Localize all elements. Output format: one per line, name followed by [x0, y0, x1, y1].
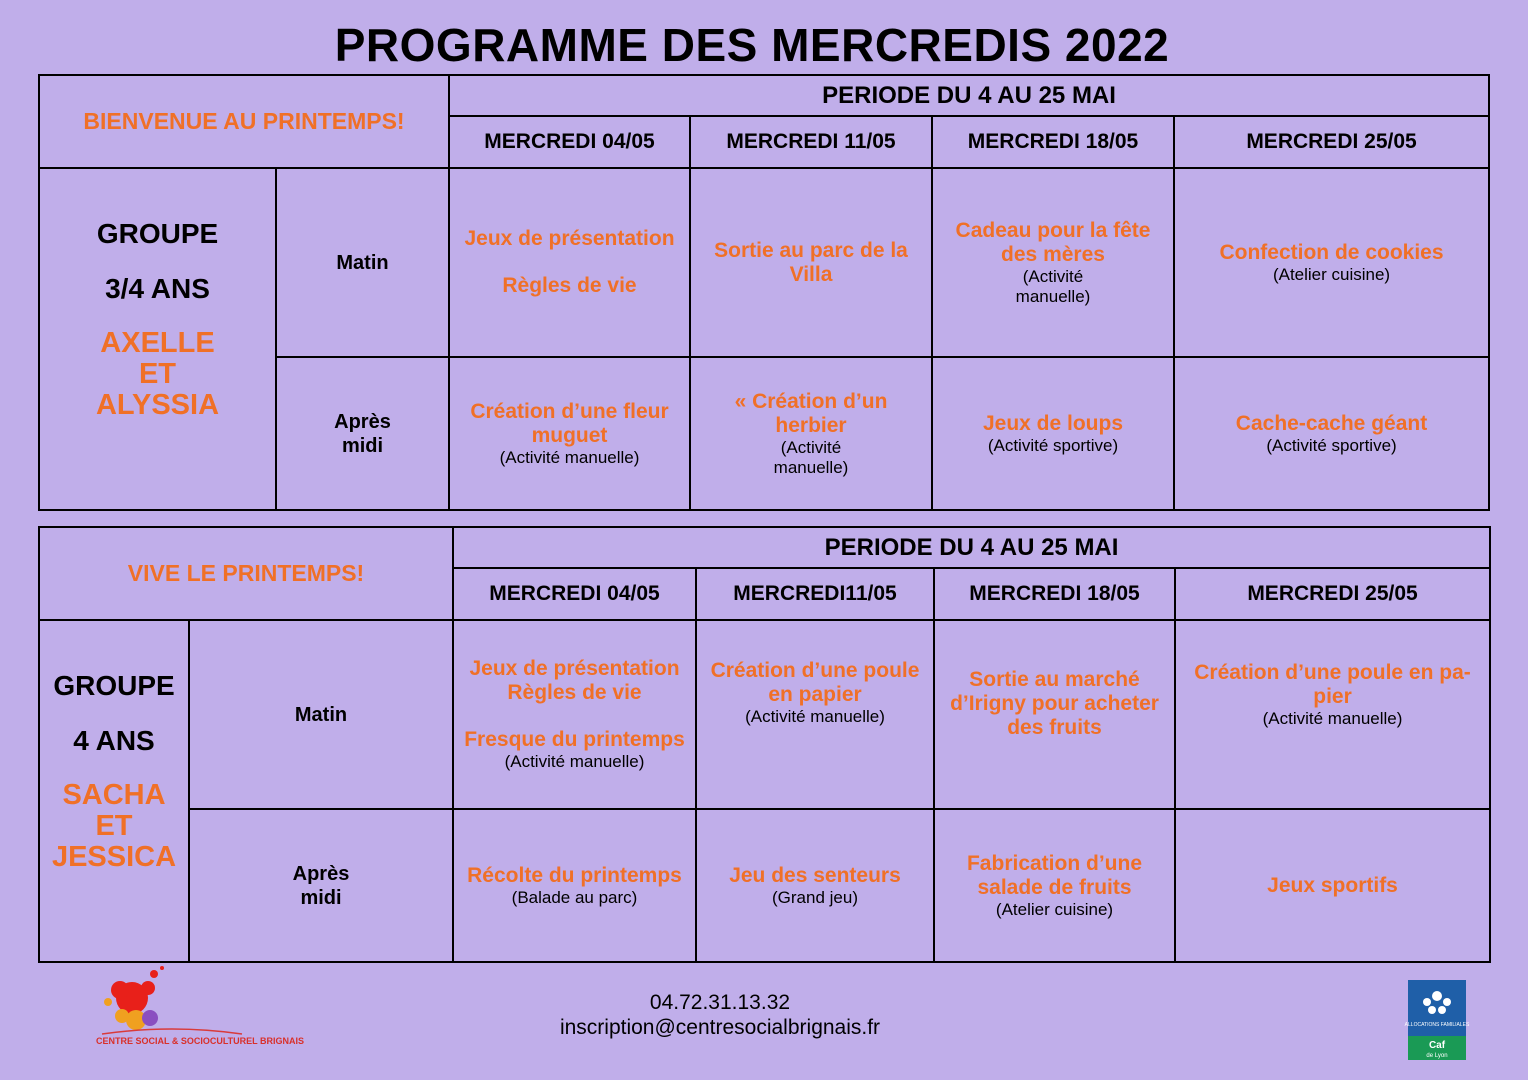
morning-label: Matin	[276, 168, 449, 357]
afternoon-label-line: Après	[334, 410, 391, 433]
activity-cell	[1175, 620, 1490, 809]
activity-title: Règles de vie	[502, 274, 637, 297]
activity-type: (Activité	[780, 437, 842, 457]
activity-type: (Activité	[1022, 266, 1084, 286]
activity-title: Jeu des senteurs	[729, 863, 901, 887]
group-cell	[39, 620, 189, 962]
activity-title: Règles de vie	[507, 681, 642, 704]
caf-logo-label: ALLOCATIONS FAMILIALES	[1404, 1022, 1470, 1028]
phone-number: 04.72.31.13.32	[649, 991, 791, 1014]
day-header: MERCREDI 25/05	[1174, 116, 1489, 168]
activity-cell	[453, 620, 696, 809]
activity-title: Création d’une poule	[710, 659, 920, 682]
activity-cell	[449, 168, 690, 357]
activity-title: Confection de cookies	[1219, 240, 1444, 264]
activity-title: des fruits	[1007, 716, 1102, 739]
activity-title: Création d’une poule en pa-	[1194, 661, 1471, 684]
day-header: MERCREDI 18/05	[934, 568, 1175, 620]
activity-title: Sortie au parc de la	[714, 238, 908, 262]
afternoon-label-line: Après	[292, 862, 350, 885]
activity-type: (Activité sportive)	[987, 435, 1119, 455]
animator-conjunction: ET	[138, 357, 177, 390]
activity-title: Cadeau pour la fête	[955, 218, 1151, 242]
activity-cell	[696, 809, 934, 962]
activity-title: Récolte du printemps	[467, 863, 682, 887]
activity-title: Sortie au marché	[969, 668, 1140, 691]
email-address: inscription@centresocialbrignais.fr	[559, 1016, 881, 1039]
morning-label: Matin	[189, 620, 453, 809]
activity-type: (Activité manuelle)	[745, 707, 885, 726]
activity-title: herbier	[775, 413, 847, 437]
welcome-cell	[39, 527, 453, 620]
schedule-table-4-ans	[38, 526, 1491, 963]
activity-title: des mères	[1001, 242, 1105, 266]
group-title: GROUPE	[53, 669, 175, 701]
day-header: MERCREDI 04/05	[449, 116, 690, 168]
period-header: PERIODE DU 4 AU 25 MAI	[449, 75, 1489, 116]
activity-cell	[1175, 809, 1490, 962]
activity-cell	[934, 809, 1175, 962]
activity-type: (Atelier cuisine)	[1272, 264, 1391, 284]
activity-cell	[932, 168, 1174, 357]
day-header: MERCREDI 04/05	[453, 568, 696, 620]
activity-title: Fresque du printemps	[464, 728, 685, 751]
activity-cell	[1174, 357, 1489, 510]
activity-cell	[690, 168, 932, 357]
welcome-text: BIENVENUE AU PRINTEMPS!	[83, 108, 405, 134]
activity-cell	[932, 357, 1174, 510]
animator-name: ALYSSIA	[95, 388, 220, 421]
activity-type: (Grand jeu)	[772, 887, 858, 907]
activity-type: (Activité sportive)	[1266, 435, 1397, 455]
centre-social-logo-text: CENTRE SOCIAL & SOCIOCULTUREL BRIGNAIS	[96, 1036, 305, 1046]
group-age: 3/4 ANS	[105, 272, 210, 304]
animator-name: JESSICA	[51, 840, 177, 873]
group-age: 4 ANS	[73, 724, 155, 756]
activity-title: Jeux de présentation	[469, 657, 680, 680]
caf-logo	[1404, 980, 1470, 1060]
afternoon-label-line: midi	[300, 886, 342, 909]
group-cell	[39, 168, 276, 510]
welcome-cell	[39, 75, 449, 168]
afternoon-label	[189, 809, 453, 962]
activity-cell	[934, 620, 1175, 809]
activity-cell	[453, 809, 696, 962]
activity-title: en papier	[768, 683, 862, 706]
centre-social-logo	[92, 962, 305, 1058]
activity-title: Villa	[789, 262, 833, 286]
activity-type: (Activité manuelle)	[499, 447, 640, 467]
caf-logo-name: Caf	[1428, 1040, 1446, 1051]
period-header: PERIODE DU 4 AU 25 MAI	[453, 527, 1490, 568]
activity-type: (Atelier cuisine)	[995, 899, 1114, 919]
contact-block	[520, 990, 920, 1040]
day-header: MERCREDI 25/05	[1175, 568, 1490, 620]
activity-title: Cache-cache géant	[1235, 411, 1428, 435]
page-title: PROGRAMME DES MERCREDIS 2022	[334, 19, 1170, 71]
activity-title: « Création d’un	[734, 389, 888, 413]
activity-title: Jeux de présentation	[464, 227, 675, 250]
animator-name: AXELLE	[100, 326, 215, 359]
afternoon-label	[276, 357, 449, 510]
schedule-table-3-4-ans	[38, 74, 1490, 511]
activity-title: Création d’une fleur	[470, 399, 669, 423]
activity-title: Fabrication d’une	[966, 851, 1142, 875]
activity-type: manuelle)	[1015, 286, 1091, 306]
day-header: MERCREDI11/05	[696, 568, 934, 620]
animator-name: SACHA	[62, 778, 166, 811]
activity-type: (Activité manuelle)	[504, 752, 645, 771]
activity-cell	[696, 620, 934, 809]
activity-type: (Activité manuelle)	[1262, 709, 1403, 728]
activity-title: muguet	[531, 423, 608, 447]
group-title: GROUPE	[96, 217, 219, 249]
activity-type: (Balade au parc)	[511, 887, 638, 907]
afternoon-label-line: midi	[341, 434, 384, 457]
activity-type: manuelle)	[773, 457, 849, 477]
animator-conjunction: ET	[95, 809, 133, 842]
activity-cell	[449, 357, 690, 510]
day-header: MERCREDI 18/05	[932, 116, 1174, 168]
day-header: MERCREDI 11/05	[690, 116, 932, 168]
activity-title: Jeux de loups	[982, 411, 1124, 435]
activity-title: d’Irigny pour acheter	[950, 692, 1159, 715]
caf-logo-city: de Lyon	[1426, 1053, 1448, 1059]
activity-title: Jeux sportifs	[1267, 873, 1398, 897]
activity-cell	[690, 357, 932, 510]
welcome-text: VIVE LE PRINTEMPS!	[127, 560, 365, 586]
activity-title: pier	[1313, 685, 1352, 708]
activity-cell	[1174, 168, 1489, 357]
activity-title: salade de fruits	[977, 875, 1132, 899]
